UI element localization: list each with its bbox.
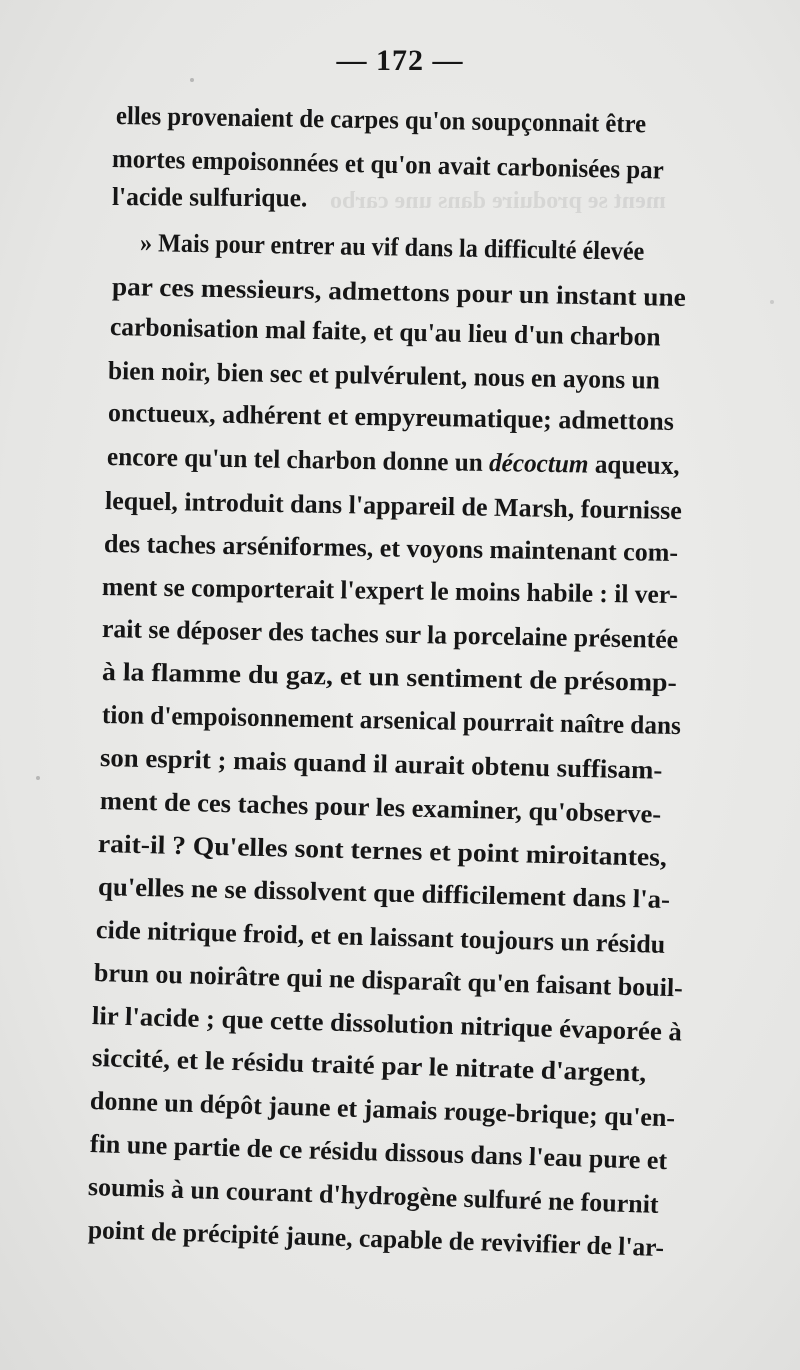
paper-speck (190, 78, 194, 82)
text-line-22: lir l'acide ; que cette dissolution nitrique évaporée à (91, 1001, 683, 1047)
text-line-12: ment se comporterait l'expert le moins habile : il ver- (101, 572, 678, 610)
text-line-7: bien noir, bien sec et pulvérulent, nous en ayons un (107, 356, 661, 395)
text-line-26: soumis à un courant d'hydrogène sulfuré ne fournit (87, 1172, 660, 1219)
paper-speck (770, 300, 774, 304)
bleed-through-text: ment se produire dans une carbo (330, 188, 666, 214)
text-line-2: mortes empoisonnées et qu'on avait carbonisées par (111, 144, 665, 185)
text-line-10: lequel, introduit dans l'appareil de Marsh, fournisse (104, 486, 683, 526)
text-line-20: cide nitrique froid, et en laissant toujours un résidu (95, 915, 666, 959)
text-line-16: son esprit ; mais quand il aurait obtenu suffisam- (99, 743, 663, 785)
page-number: — 172 — (336, 44, 464, 77)
text-line-18: rait-il ? Qu'elles sont ternes et point miroitantes, (97, 829, 668, 872)
text-line-11: des taches arséniformes, et voyons maintenant com- (103, 529, 679, 568)
text-line-9-end: aqueux, (588, 449, 680, 480)
text-line-9-start: encore qu'un tel charbon donne un (106, 442, 490, 478)
text-line-15: tion d'empoisonnement arsenical pourrait naître dans (101, 700, 682, 741)
text-line-21: brun ou noirâtre qui ne disparaît qu'en faisant bouil- (93, 958, 684, 1003)
decoctum-italic: décoctum (488, 448, 589, 479)
text-line-17: ment de ces taches pour les examiner, qu'observe- (99, 786, 662, 829)
text-line-27: point de précipité jaune, capable de revivifier de l'ar- (87, 1215, 665, 1263)
text-line-24: donne un dépôt jaune et jamais rouge-brique; qu'en- (89, 1086, 676, 1133)
text-line-9 (107, 442, 680, 481)
text-line-19: qu'elles ne se dissolvent que difficilement dans l'a- (97, 872, 671, 914)
text-line-3: l'acide sulfurique. (111, 182, 308, 213)
text-line-5: par ces messieurs, admettons pour un instant une (111, 272, 687, 313)
text-line-14: à la flamme du gaz, et un sentiment de présomp- (101, 657, 678, 698)
text-line-13: rait se déposer des taches sur la porcelaine présentée (101, 614, 679, 655)
text-line-1: elles provenaient de carpes qu'on soupçonnait être (115, 101, 647, 139)
paper-speck (36, 776, 40, 780)
text-line-6: carbonisation mal faite, et qu'au lieu d'un charbon (109, 312, 661, 352)
text-line-4: » Mais pour entrer au vif dans la difficulté élevée (139, 228, 645, 266)
text-line-23: siccité, et le résidu traité par le nitrate d'argent, (91, 1043, 647, 1088)
text-line-25: fin une partie de ce résidu dissous dans l'eau pure et (89, 1129, 668, 1176)
text-line-8: onctueux, adhérent et empyreumatique; admettons (107, 398, 675, 436)
